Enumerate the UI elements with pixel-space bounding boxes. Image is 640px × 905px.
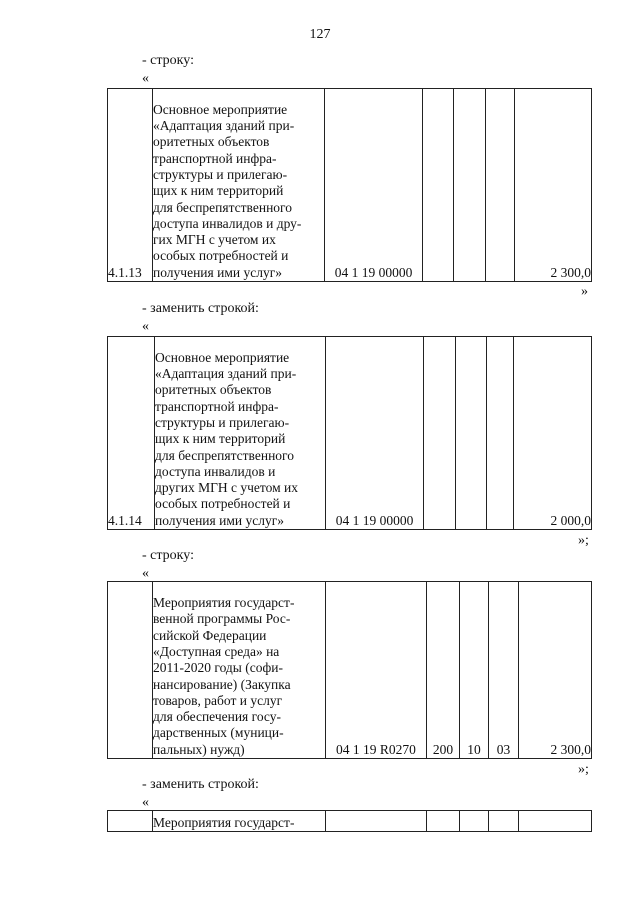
close-quote-mark: »	[581, 284, 588, 299]
instruction-label: - заменить строкой:	[142, 777, 259, 792]
open-quote-mark: «	[142, 795, 149, 810]
description-line: пальных) нужд)	[153, 741, 245, 757]
target-code-cell	[326, 811, 427, 832]
description-text	[153, 595, 325, 758]
subsection-cell	[489, 811, 519, 832]
section-cell	[456, 337, 487, 530]
open-quote-mark: «	[142, 319, 149, 334]
description-line: транспортной инфра-	[153, 150, 277, 166]
description-line: для обеспечения госу-	[153, 709, 281, 725]
expense-type-cell	[424, 337, 456, 530]
row-number-cell	[108, 582, 153, 759]
open-quote-mark: «	[142, 566, 149, 581]
description-line: гих МГН с учетом их	[153, 232, 276, 248]
description-line: оритетных объектов	[153, 134, 270, 150]
description-line: «Адаптация зданий при-	[153, 118, 295, 134]
description-line: получения ими услуг»	[155, 512, 284, 528]
section-cell	[460, 811, 489, 832]
section-cell	[454, 89, 486, 282]
description-line: дарственных (муници-	[153, 725, 284, 741]
description-cell	[153, 811, 326, 832]
target-code-cell: 04 1 19 R0270	[326, 582, 427, 759]
open-quote-mark: «	[142, 71, 149, 86]
target-code-cell: 04 1 19 00000	[325, 89, 423, 282]
description-line: оритетных объектов	[155, 382, 272, 398]
budget-table	[107, 88, 592, 282]
section-cell: 10	[460, 582, 489, 759]
description-line: доступа инвалидов и	[155, 463, 276, 479]
instruction-label: - заменить строкой:	[142, 301, 259, 316]
description-line: транспортной инфра-	[155, 398, 279, 414]
table-row	[108, 89, 592, 282]
description-text	[155, 350, 325, 529]
target-code-cell: 04 1 19 00000	[326, 337, 424, 530]
description-line: Мероприятия государст-	[153, 814, 295, 830]
description-cell	[155, 337, 326, 530]
subsection-cell	[486, 89, 515, 282]
instruction-label: - строку:	[142, 53, 194, 68]
close-quote-mark: »;	[578, 762, 589, 777]
description-line: особых потребностей и	[155, 496, 291, 512]
description-line: щих к ним территорий	[155, 431, 286, 447]
description-line: особых потребностей и	[153, 248, 289, 264]
description-line: «Доступная среда» на	[153, 643, 280, 659]
table-row	[108, 582, 592, 759]
expense-type-cell	[427, 811, 460, 832]
description-line: для беспрепятственного	[155, 447, 294, 463]
description-line: «Адаптация зданий при-	[155, 366, 297, 382]
amount-cell	[519, 811, 592, 832]
description-line: сийской Федерации	[153, 627, 267, 643]
amount-cell: 2 300,0	[515, 89, 592, 282]
description-line: структуры и прилегаю-	[155, 414, 290, 430]
description-line: 2011-2020 годы (софи-	[153, 660, 283, 676]
description-line: Основное мероприятие	[153, 101, 288, 117]
subsection-cell	[487, 337, 514, 530]
instruction-label: - строку:	[142, 548, 194, 563]
page-number: 127	[309, 27, 331, 42]
budget-table	[107, 336, 592, 530]
subsection-cell: 03	[489, 582, 519, 759]
description-cell	[153, 89, 325, 282]
description-cell	[153, 582, 326, 759]
table-row	[108, 337, 592, 530]
description-line: Мероприятия государст-	[153, 595, 295, 611]
description-line: Основное мероприятие	[155, 349, 290, 365]
row-number-cell	[108, 811, 153, 832]
description-line: нансирование) (Закупка	[153, 676, 291, 692]
amount-cell: 2 300,0	[519, 582, 592, 759]
expense-type-cell	[423, 89, 454, 282]
description-line: других МГН с учетом их	[155, 480, 299, 496]
description-line: щих к ним территорий	[153, 183, 284, 199]
description-text	[153, 815, 325, 831]
amount-cell: 2 000,0	[514, 337, 592, 530]
description-line: венной программы Рос-	[153, 611, 291, 627]
description-line: для беспрепятственного	[153, 199, 292, 215]
description-line: получения ими услуг»	[153, 264, 282, 280]
row-number-cell: 4.1.13	[108, 89, 153, 282]
description-line: доступа инвалидов и дру-	[153, 215, 302, 231]
row-number-cell: 4.1.14	[108, 337, 155, 530]
close-quote-mark: »;	[578, 533, 589, 548]
budget-table	[107, 810, 592, 832]
expense-type-cell: 200	[427, 582, 460, 759]
description-text	[153, 102, 324, 281]
table-row	[108, 811, 592, 832]
budget-table	[107, 581, 592, 759]
description-line: структуры и прилегаю-	[153, 166, 288, 182]
description-line: товаров, работ и услуг	[153, 692, 283, 708]
